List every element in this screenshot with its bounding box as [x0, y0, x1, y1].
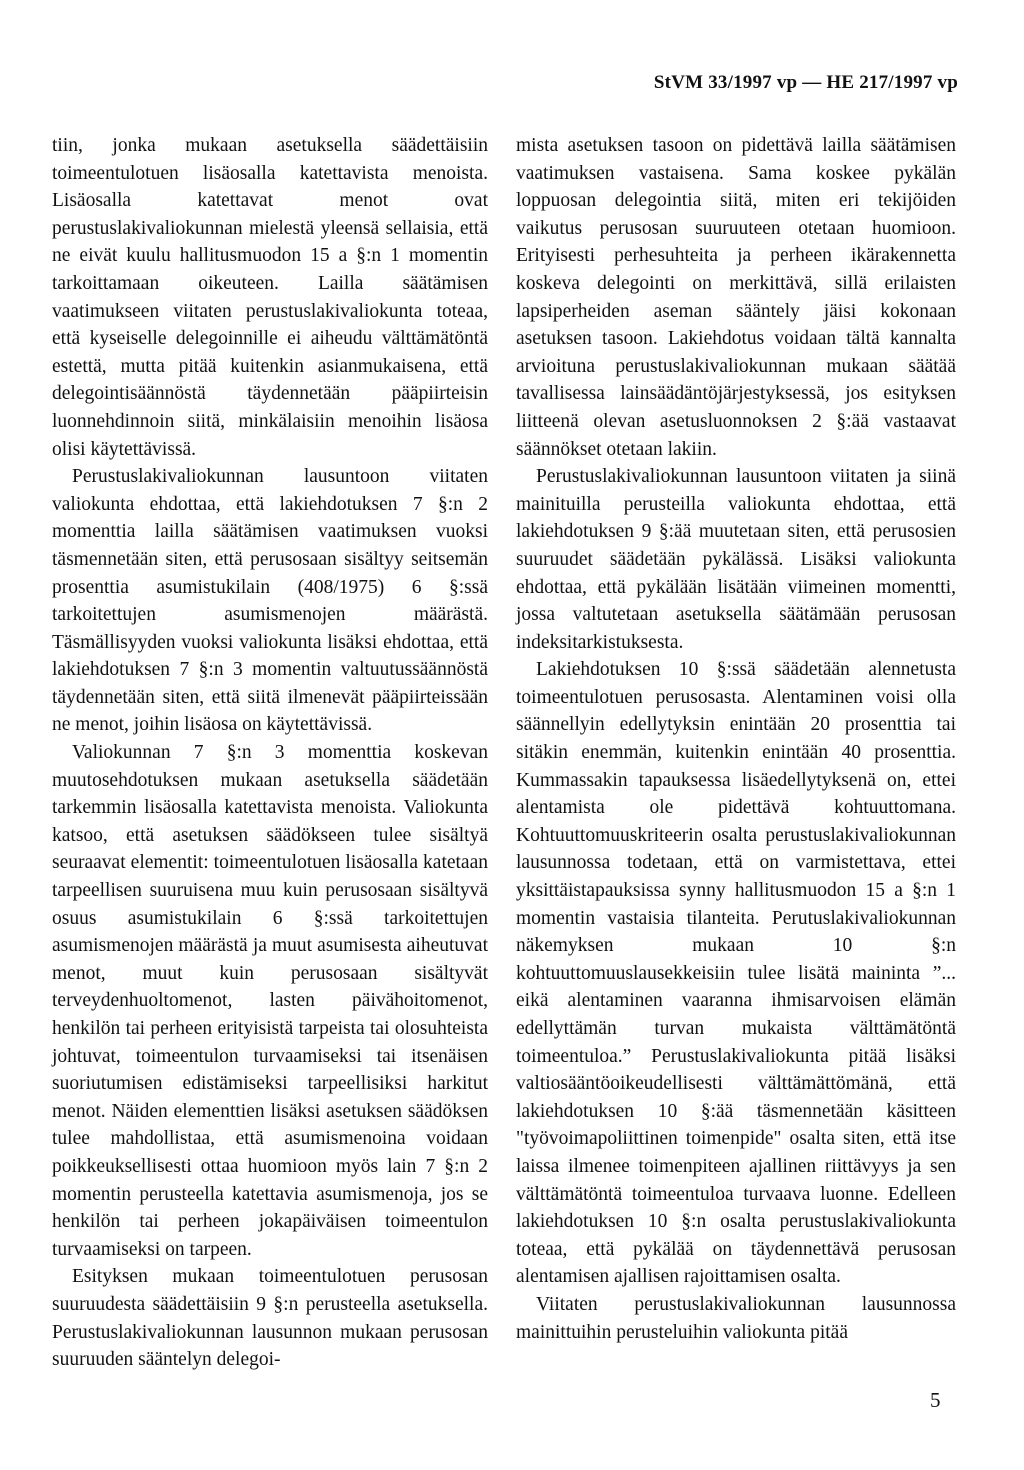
paragraph-continued: mista asetuksen tasoon on pidettävä lailla säätämisen vaatimuksen vastaisena. Sama koskee pykälän loppuosan delegointia siitä, miten eri tekijöiden vaikutus perusosan suuruuteen otetaan huomioon. Erityisesti perhesuhteita ja perheen ikärakennetta koskeva delegointi on merkittävä, sillä erilaisten lapsiperheiden aseman sääntely jäisi kokonaan asetuksen tasoon. Lakiehdotus voidaan tältä kannalta arvioituna perustuslakivaliokunnan mukaan säätää tavallisessa lainsäädäntöjärjestyksessä, jos esityksen liitteenä olevan asetusluonnoksen 2 §:ää vastaavat säännökset otetaan lakiin. [516, 135, 956, 460]
left-text-column [52, 132, 488, 1374]
paragraph: Viitaten perustuslakivaliokunnan lausunnossa mainittuihin perusteluihin valiokunta pitää [516, 1293, 956, 1343]
page-number: 5 [930, 1388, 941, 1412]
paragraph: Lakiehdotuksen 10 §:ssä säädetään alennetusta toimeentulotuen perusosasta. Alentaminen voisi olla säännellyin edellytyksin enintään 20 prosenttia tai sitäkin enemmän, kuitenkin enintään 40 prosenttia. Kummassakin tapauksessa lisäedellytyksenä on, ettei alentamista ole pidettävä kohtuuttomana. Kohtuuttomuuskriteerin osalta perustuslakivaliokunnan lausunnossa todetaan, että on varmistettava, ettei yksittäistapauksissa synny hallitusmuodon 15 a §:n 1 momentin vastaisia tilanteita. Perutuslakivaliokunnan näkemyksen mukaan 10 §:n kohtuuttomuuslausekkeisiin tulee lisätä maininta ”... eikä alentaminen vaaranna ihmisarvoisen elämän edellyttämän turvan mukaista välttämätöntä toimeentuloa.” Perustuslakivaliokunta pitää lisäksi valtiosääntöoikeudellisesti välttämättömänä, että lakiehdotuksen 10 §:ää täsmennetään käsitteen "työvoimapoliittinen toimenpide" osalta siten, että itse laissa ilmenee toimenpiteen ajallinen riittävyys ja sen välttämätöntä toimeentuloa turvaava luonne. Edelleen lakiehdotuksen 10 §:n osalta perustuslakivaliokunta toteaa, että pykälää on täydennettävä perusosan alentamisen ajallisen rajoittamisen osalta. [516, 659, 956, 1288]
paragraph-continued: tiin, jonka mukaan asetuksella säädettäisiin toimeentulotuen lisäosalla katettavista menoista. Lisäosalla katettavat menot ovat perustuslakivaliokunnan mielestä yleensä sellaisia, että ne eivät kuulu hallitusmuodon 15 a §:n 1 momentin tarkoittamaan oikeuteen. Lailla säätämisen vaatimukseen viitaten perustuslakivaliokunta toteaa, että kyseiselle delegoinnille ei aiheudu välttämätöntä estettä, mutta pitää kuitenkin asianmukaisena, että delegointisäännöstä täydennetään pääpiirteisin luonnehdinnoin siitä, minkälaisiin menoihin lisäosa olisi käytettävissä. [52, 135, 488, 460]
paragraph: Esityksen mukaan toimeentulotuen perusosan suuruudesta säädettäisiin 9 §:n perusteella asetuksella. Perustuslakivaliokunnan lausunnon mukaan perusosan suuruuden sääntelyn delegoi- [52, 1266, 488, 1371]
document-reference-header: StVM 33/1997 vp — HE 217/1997 vp [653, 72, 958, 93]
paragraph: Perustuslakivaliokunnan lausuntoon viitaten ja siinä mainituilla perusteilla valiokunta ehdottaa, että lakiehdotuksen 9 §:ää muutetaan siten, että perusosien suuruudet säädetään pykälässä. Lisäksi valiokunta ehdottaa, että pykälään lisätään viimeinen momentti, jossa valtutetaan asetuksella säätämään perusosan indeksitarkistuksesta. [516, 466, 956, 653]
right-text-column [516, 132, 956, 1346]
paragraph: Perustuslakivaliokunnan lausuntoon viitaten valiokunta ehdottaa, että lakiehdotuksen 7 §:n 2 momenttia lailla säätämisen vaatimuksen vuoksi täsmennetään siten, että perusosaan sisältyy seitsemän prosenttia asumistukilain (408/1975) 6 §:ssä tarkoitettujen asumismenojen määrästä. Täsmällisyyden vuoksi valiokunta lisäksi ehdottaa, että lakiehdotuksen 7 §:n 3 momentin valtuutussäännöstä täydennetään siten, että siitä ilmenevät pääpiirteissään ne menot, joihin lisäosa on käytettävissä. [52, 466, 488, 736]
paragraph: Valiokunnan 7 §:n 3 momenttia koskevan muutosehdotuksen mukaan asetuksella säädetään tarkemmin lisäosalla katettavista menoista. Valiokunta katsoo, että asetuksen säädökseen tulee sisältyä seuraavat elementit: toimeentulotuen lisäosalla katetaan tarpeellisen suuruisena muu kuin perusosaan sisältyvä osuus asumistukilain 6 §:ssä tarkoitettujen asumismenojen määrästä ja muut asumisesta aiheutuvat menot, muut kuin perusosaan sisältyvät terveydenhuoltomenot, lasten päivähoitomenot, henkilön tai perheen erityisistä tarpeista tai olosuhteista johtuvat, toimeentulon turvaamiseksi tai itsenäisen suoriutumisen edistämiseksi tarpeellisiksi harkitut menot. Näiden elementtien lisäksi asetuksen säädöksen tulee mahdollistaa, että asumismenoina voidaan poikkeuksellisesti ottaa huomioon myös lain 7 §:n 2 momentin perusteella katettavia asumismenoja, jos se henkilön tai perheen jokapäiväisen toimeentulon turvaamiseksi on tarpeen. [52, 742, 488, 1260]
